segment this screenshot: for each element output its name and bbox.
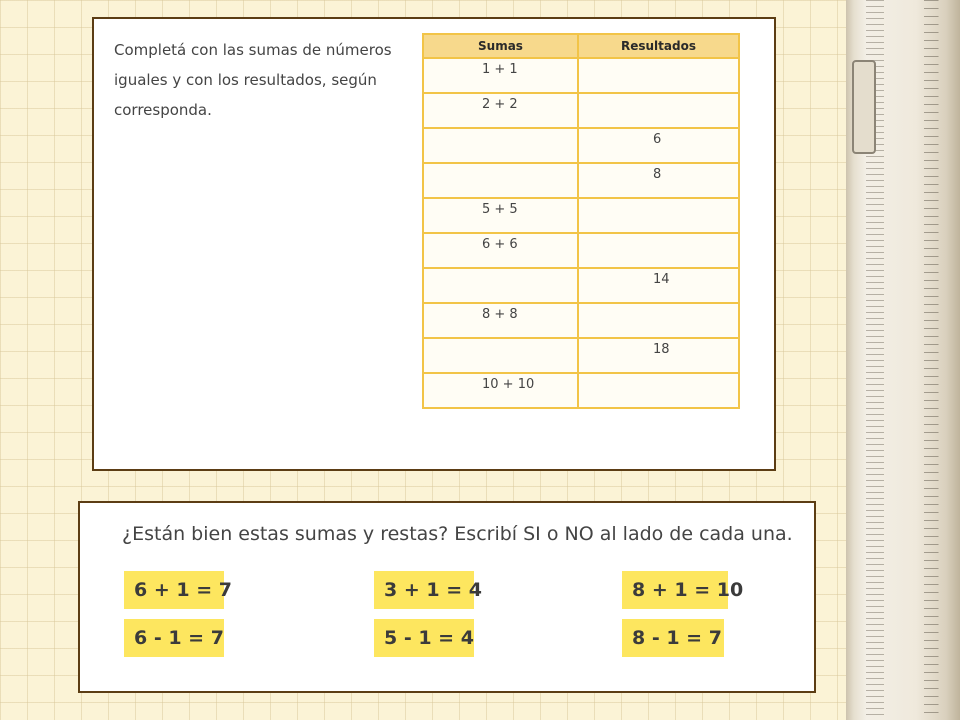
resultado-cell[interactable]: 14 [578, 268, 739, 303]
suma-cell[interactable] [423, 163, 578, 198]
ruler-decoration [846, 0, 960, 720]
equation-box[interactable]: 3 + 1 = 4 [374, 571, 474, 609]
suma-cell[interactable]: 10 + 10 [423, 373, 578, 408]
resultado-cell[interactable] [578, 198, 739, 233]
exercise-sums-panel [92, 17, 776, 471]
suma-cell[interactable] [423, 128, 578, 163]
header-resultados: Resultados [578, 34, 739, 58]
sums-table-header-row [423, 34, 739, 58]
table-row [423, 198, 739, 233]
table-row [423, 338, 739, 373]
table-row [423, 373, 739, 408]
suma-cell[interactable] [423, 268, 578, 303]
table-row [423, 163, 739, 198]
header-sumas: Sumas [423, 34, 578, 58]
ruler-ticks [924, 0, 960, 720]
equation-box[interactable]: 8 + 1 = 10 [622, 571, 728, 609]
exercise-check-question: ¿Están bien estas sumas y restas? Escribí SI o NO al lado de cada una. [122, 523, 793, 545]
ruler-clip [852, 60, 876, 154]
suma-cell[interactable]: 5 + 5 [423, 198, 578, 233]
resultado-cell[interactable] [578, 233, 739, 268]
resultado-cell[interactable] [578, 58, 739, 93]
table-row [423, 233, 739, 268]
table-row [423, 128, 739, 163]
table-row [423, 93, 739, 128]
resultado-cell[interactable]: 18 [578, 338, 739, 373]
suma-cell[interactable]: 8 + 8 [423, 303, 578, 338]
table-row [423, 268, 739, 303]
table-row [423, 58, 739, 93]
suma-cell[interactable]: 2 + 2 [423, 93, 578, 128]
instruction-line: iguales y con los resultados, según [114, 71, 377, 89]
exercise-sums-instructions [114, 35, 404, 125]
instruction-line: Completá con las sumas de números [114, 41, 392, 59]
resultado-cell[interactable]: 8 [578, 163, 739, 198]
sums-table [422, 33, 740, 409]
equation-box[interactable]: 6 + 1 = 7 [124, 571, 224, 609]
resultado-cell[interactable]: 6 [578, 128, 739, 163]
instruction-line: corresponda. [114, 101, 212, 119]
equation-box[interactable]: 8 - 1 = 7 [622, 619, 724, 657]
resultado-cell[interactable] [578, 303, 739, 338]
equation-box[interactable]: 6 - 1 = 7 [124, 619, 224, 657]
resultado-cell[interactable] [578, 93, 739, 128]
equation-box[interactable]: 5 - 1 = 4 [374, 619, 474, 657]
table-row [423, 303, 739, 338]
suma-cell[interactable]: 6 + 6 [423, 233, 578, 268]
exercise-check-panel [78, 501, 816, 693]
resultado-cell[interactable] [578, 373, 739, 408]
suma-cell[interactable] [423, 338, 578, 373]
suma-cell[interactable]: 1 + 1 [423, 58, 578, 93]
